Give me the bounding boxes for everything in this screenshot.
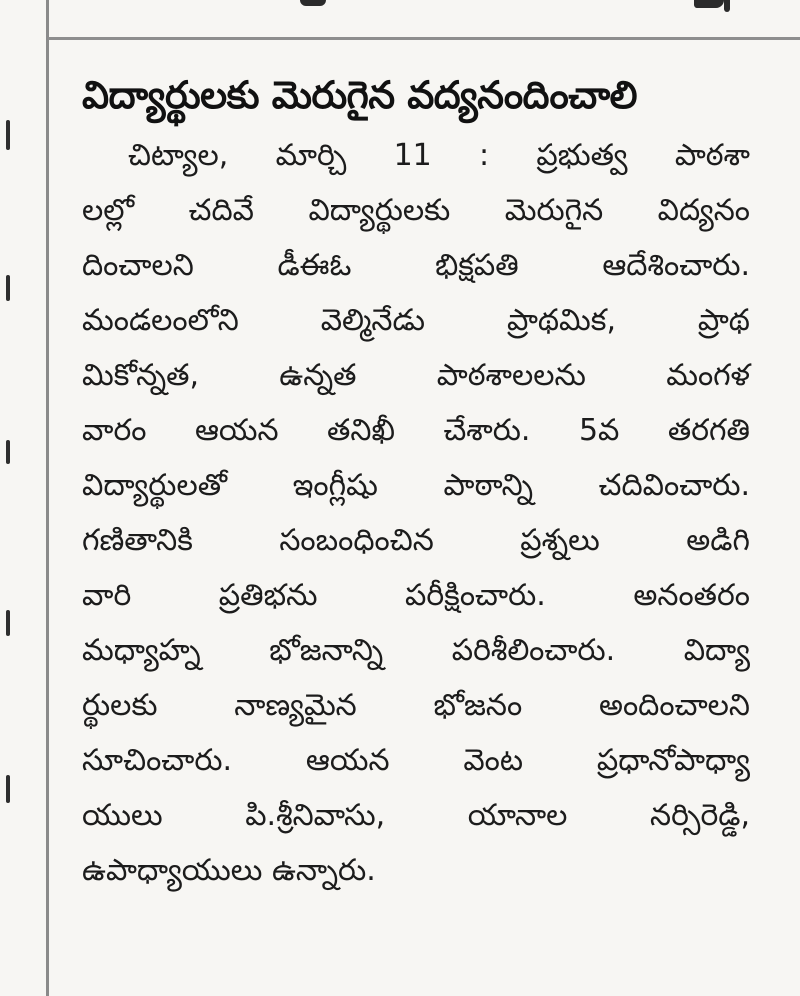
column-divider bbox=[46, 0, 49, 996]
adjacent-column-fragment bbox=[6, 120, 10, 150]
article-line: దించాలని డీఈఓ భిక్షపతి ఆదేశించారు. bbox=[82, 248, 750, 283]
article-line: విద్యార్థులతో ఇంగ్లీషు పాఠాన్ని చదివించారు. bbox=[82, 468, 750, 503]
article-line: మండలంలోని వెల్మినేడు ప్రాథమిక, ప్రాథ bbox=[82, 303, 750, 338]
adjacent-column-fragment bbox=[6, 275, 10, 301]
article-line: వారి ప్రతిభను పరీక్షించారు. అనంతరం bbox=[82, 578, 750, 613]
article-line: మధ్యాహ్న భోజనాన్ని పరిశీలించారు. విద్యా bbox=[82, 633, 750, 668]
article-line: ఉపాధ్యాయులు ఉన్నారు. bbox=[82, 853, 376, 888]
article-headline: విద్యార్థులకు మెరుగైన వద్యనందించాలి bbox=[82, 73, 638, 117]
article-line: మికోన్నత, ఉన్నత పాఠశాలలను మంగళ bbox=[82, 358, 750, 393]
adjacent-column-fragment bbox=[6, 610, 10, 636]
adjacent-column-fragment bbox=[6, 440, 10, 464]
section-divider bbox=[48, 37, 800, 40]
article-line: చిట్యాల, మార్చి 11 : ప్రభుత్వ పాఠశా bbox=[128, 138, 750, 173]
article-body bbox=[82, 128, 750, 898]
cropped-text-fragment bbox=[724, 0, 730, 12]
adjacent-column-fragment bbox=[6, 775, 10, 803]
article-line: వారం ఆయన తనిఖీ చేశారు. 5వ తరగతి bbox=[82, 413, 750, 448]
article-line: లల్లో చదివే విద్యార్థులకు మెరుగైన విద్యనం bbox=[82, 193, 750, 228]
cropped-text-fragment bbox=[300, 0, 326, 6]
article-line: ర్థులకు నాణ్యమైన భోజనం అందించాలని bbox=[82, 688, 750, 723]
article-line: గణితానికి సంబంధించిన ప్రశ్నలు అడిగి bbox=[82, 523, 750, 558]
cropped-text-fragment bbox=[694, 0, 724, 8]
article-line: యులు పి.శ్రీనివాసు, యానాల నర్సిరెడ్డి, bbox=[82, 798, 750, 833]
article-line: సూచించారు. ఆయన వెంట ప్రధానోపాధ్యా bbox=[82, 743, 750, 778]
